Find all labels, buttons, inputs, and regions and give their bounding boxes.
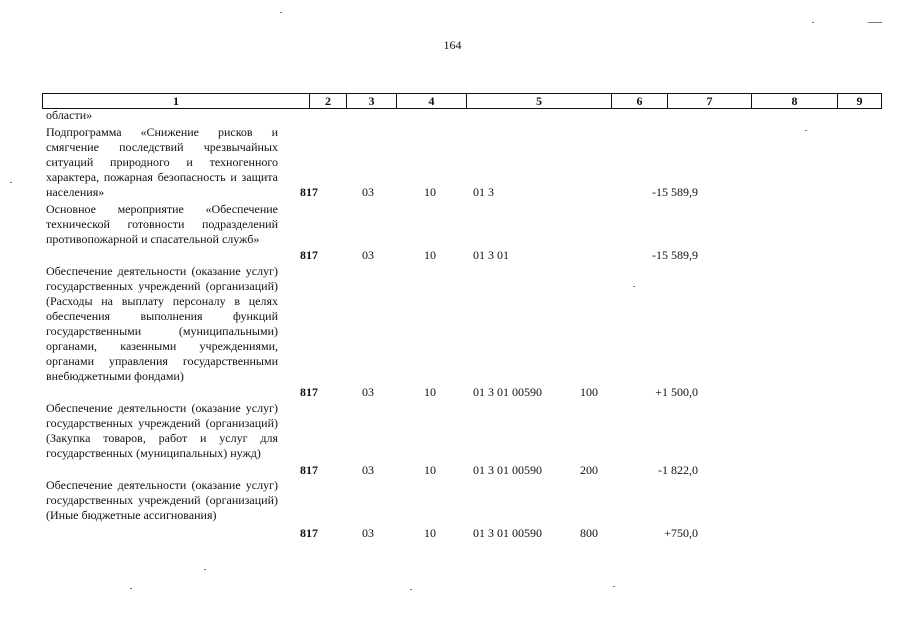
row-description: Обеспечение деятельности (оказание услуг) государственных учреждений (организаций) (Иные бюджетные ассигнования): [46, 478, 278, 522]
target-article-code: 01 3 01 00590: [473, 526, 542, 540]
page-number: 164: [443, 38, 462, 52]
subsection-code: 10: [424, 385, 436, 399]
admin-code: 817: [300, 385, 318, 399]
scan-speck: [410, 589, 412, 590]
target-article-code: 01 3 01: [473, 248, 509, 262]
subsection-code: 10: [424, 248, 436, 262]
header-cell: 1: [173, 94, 179, 108]
admin-code: 817: [300, 248, 318, 262]
scan-speck: [280, 12, 282, 13]
section-code: 03: [362, 385, 374, 399]
admin-code: 817: [300, 463, 318, 477]
header-cell: 9: [837, 94, 881, 108]
header-cell: 2: [309, 94, 346, 108]
header-cell: 8: [751, 94, 837, 108]
scan-speck: [204, 569, 206, 570]
header-cell: 4: [396, 94, 466, 108]
expense-type-code: 800: [580, 526, 598, 540]
row-description: Подпрограмма «Снижение рисков и смягчение последствий чрезвычайных ситуаций природного и техногенного характера, пожарная безопасность и защита населения»: [46, 125, 278, 199]
amount: +750,0: [664, 526, 698, 540]
row-description: Основное мероприятие «Обеспечение технической готовности подразделений противопожарной и спасательной служб»: [46, 202, 278, 246]
row-description: Обеспечение деятельности (оказание услуг) государственных учреждений (организаций) (Расходы на выплату персоналу в целях обеспечения выполнения функций государственными (муниципальными) органами, казенными учреждениями, органами управления государственными внебюджетными фондами): [46, 264, 278, 383]
section-code: 03: [362, 526, 374, 540]
row-description: области»: [46, 108, 93, 122]
amount: -15 589,9: [652, 248, 698, 262]
scan-speck: [613, 586, 615, 587]
section-code: 03: [362, 185, 374, 199]
header-cell: 5: [466, 94, 611, 108]
scan-speck: [130, 588, 132, 589]
header-cell: 3: [346, 94, 396, 108]
scan-speck: [805, 130, 807, 131]
scan-speck: [10, 182, 12, 183]
admin-code: 817: [300, 185, 318, 199]
subsection-code: 10: [424, 526, 436, 540]
amount: -1 822,0: [658, 463, 698, 477]
header-cell: 7: [667, 94, 751, 108]
amount: -15 589,9: [652, 185, 698, 199]
scan-speck: [633, 286, 635, 287]
amount: +1 500,0: [655, 385, 698, 399]
table-header: [42, 93, 882, 109]
section-code: 03: [362, 248, 374, 262]
admin-code: 817: [300, 526, 318, 540]
scan-speck: [868, 22, 882, 23]
target-article-code: 01 3 01 00590: [473, 385, 542, 399]
row-description: Обеспечение деятельности (оказание услуг) государственных учреждений (организаций) (Закупка товаров, работ и услуг для государственных (муниципальных) нужд): [46, 401, 278, 460]
subsection-code: 10: [424, 463, 436, 477]
expense-type-code: 200: [580, 463, 598, 477]
target-article-code: 01 3: [473, 185, 494, 199]
scan-speck: [812, 22, 814, 23]
subsection-code: 10: [424, 185, 436, 199]
expense-type-code: 100: [580, 385, 598, 399]
section-code: 03: [362, 463, 374, 477]
target-article-code: 01 3 01 00590: [473, 463, 542, 477]
header-cell: 6: [611, 94, 667, 108]
